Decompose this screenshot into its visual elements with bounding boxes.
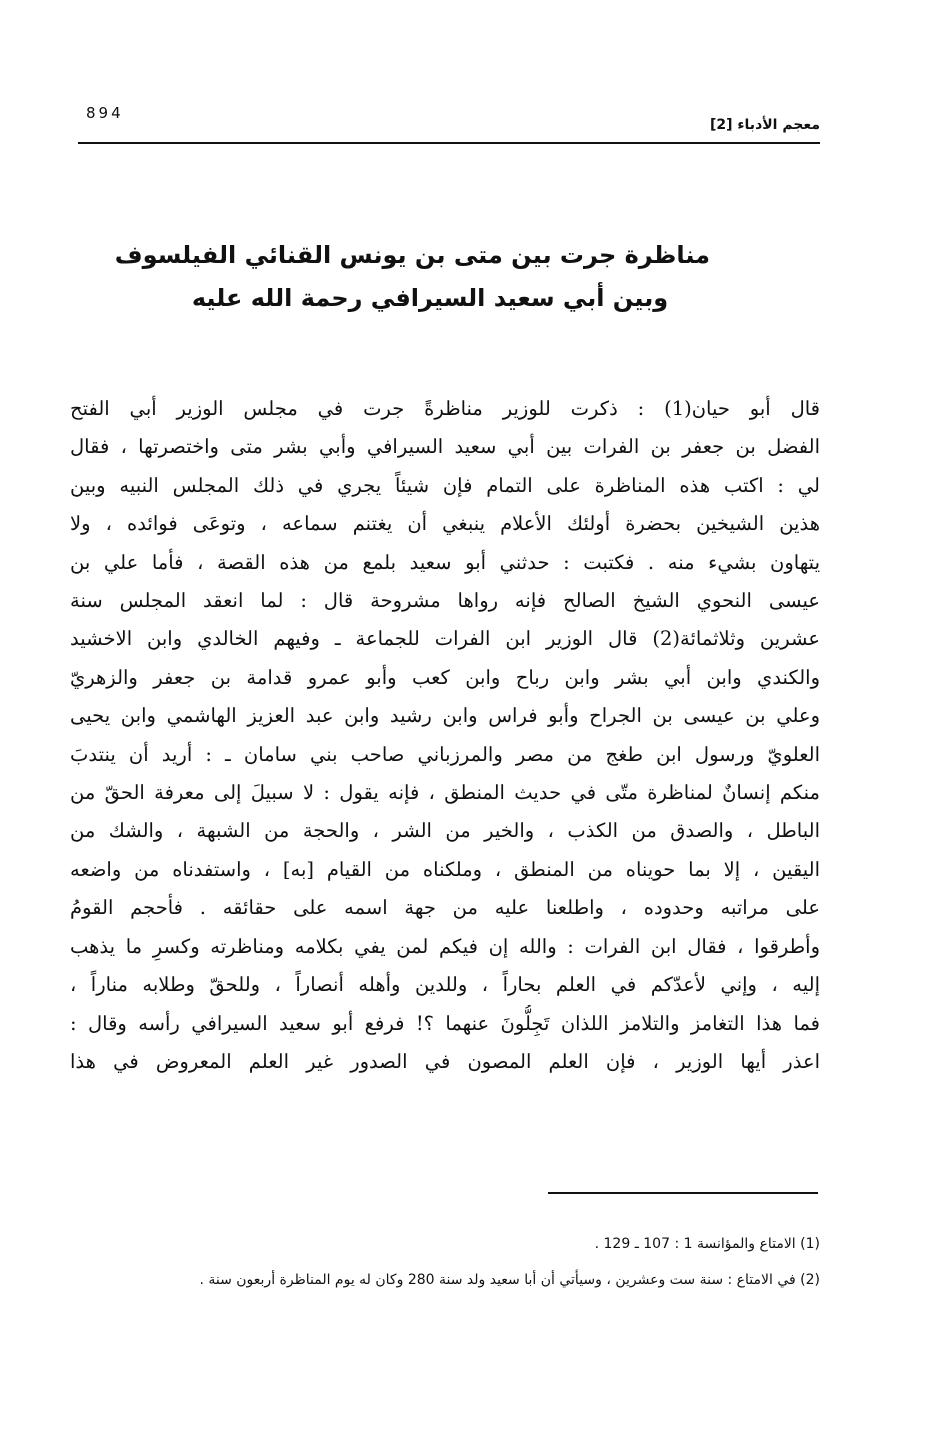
page-number: 894 [86, 104, 124, 122]
footnotes [70, 1226, 820, 1298]
body-line: منكم إنسانٌ لمناظرة متّى في حديث المنطق ، فإنه يقول : لا سبيلَ إلى معرفة الحقّ من [70, 781, 820, 805]
header-rule [78, 142, 820, 144]
body-line: اعذر أيها الوزير ، فإن العلم المصون في الصدور غير العلم المعروض في هذا [70, 1049, 820, 1073]
body-line: لي : اكتب هذه المناظرة على التمام فإن شيئاً يجري في ذلك المجلس النبيه وبين [70, 473, 820, 497]
body-line: وأطرقوا ، فقال ابن الفرات : والله إن فيكم لمن يفي بكلامه ومناظرته وكسرِ ما يذهب [70, 934, 820, 958]
footnote-rule [548, 1192, 818, 1194]
body-line: الباطل ، والصدق من الكذب ، والخير من الشر ، والحجة من الشبهة ، والشك من [70, 819, 820, 843]
body-line: اليقين ، إلا بما حويناه من المنطق ، وملكناه من القيام [به] ، واستفدناه من واضعه [70, 857, 820, 881]
body-line: فما هذا التغامز والتلامز اللذان تَجِلُّونَ عنهما ؟! فرفع أبو سعيد السيرافي رأسه وقال : [70, 1011, 820, 1035]
body-line: على مراتبه وحدوده ، واطلعنا عليه من جهة اسمه على حقائقه . فأحجم القومُ [70, 896, 820, 920]
body-line: هذين الشيخين بحضرة أولئك الأعلام ينبغي أن يغتنم سماعه ، وتوعَى فوائده ، ولا [70, 512, 820, 536]
body-line: عيسى النحوي الشيخ الصالح فإنه رواها مشروحة قال : لما انعقد المجلس سنة [70, 589, 820, 613]
body-line: قال أبو حيان(1) : ذكرت للوزير مناظرةً جرت في مجلس الوزير أبي الفتح [70, 397, 820, 420]
body-line: عشرين وثلاثمائة(2) قال الوزير ابن الفرات للجماعة ـ وفيهم الخالدي وابن الاخشيد [70, 627, 820, 651]
footnote-2: (2) في الامتاع : سنة ست وعشرين ، وسيأتي أن أبا سعيد ولد سنة 280 وكان له يوم المناظرة أربعون سنة . [199, 1272, 820, 1288]
running-head: معجم الأدباء [2] [709, 117, 820, 133]
body-line: العلويّ ورسول ابن طغج من مصر والمرزباني صاحب بني سامان ـ : أريد أن ينتدبَ [70, 742, 820, 766]
body-line: يتهاون بشيء منه . فكتبت : حدثني أبو سعيد بلمع من هذه القصة ، فأما علي بن [70, 550, 820, 574]
footnote-1: (1) الامتاع والمؤانسة 1 : 107 ـ 129 . [594, 1236, 820, 1252]
body-line: الفضل بن جعفر بن الفرات بين أبي سعيد السيرافي وأبي بشر متى واختصرتها ، فقال [70, 435, 820, 459]
body-line: إليه ، وإني لأعدّكم في العلم بحاراً ، وللدين وأهله أنصاراً ، وللحقّ وطلابه مناراً ، [70, 973, 820, 997]
chapter-title-line-2: وبين أبي سعيد السيرافي رحمة الله عليه [191, 284, 669, 312]
body-line: وعلي بن عيسى بن الجراح وأبو فراس وابن رشيد وابن عبد العزيز الهاشمي وابن يحيى [70, 704, 820, 728]
chapter-title [114, 234, 710, 320]
body-text [70, 390, 820, 1081]
body-line: والكندي وابن أبي بشر وابن رباح وابن كعب وأبو عمرو قدامة بن جعفر والزهريّ [70, 665, 820, 689]
chapter-title-line-1: مناظرة جرت بين متى بن يونس القنائي الفيلسوف [114, 241, 710, 269]
